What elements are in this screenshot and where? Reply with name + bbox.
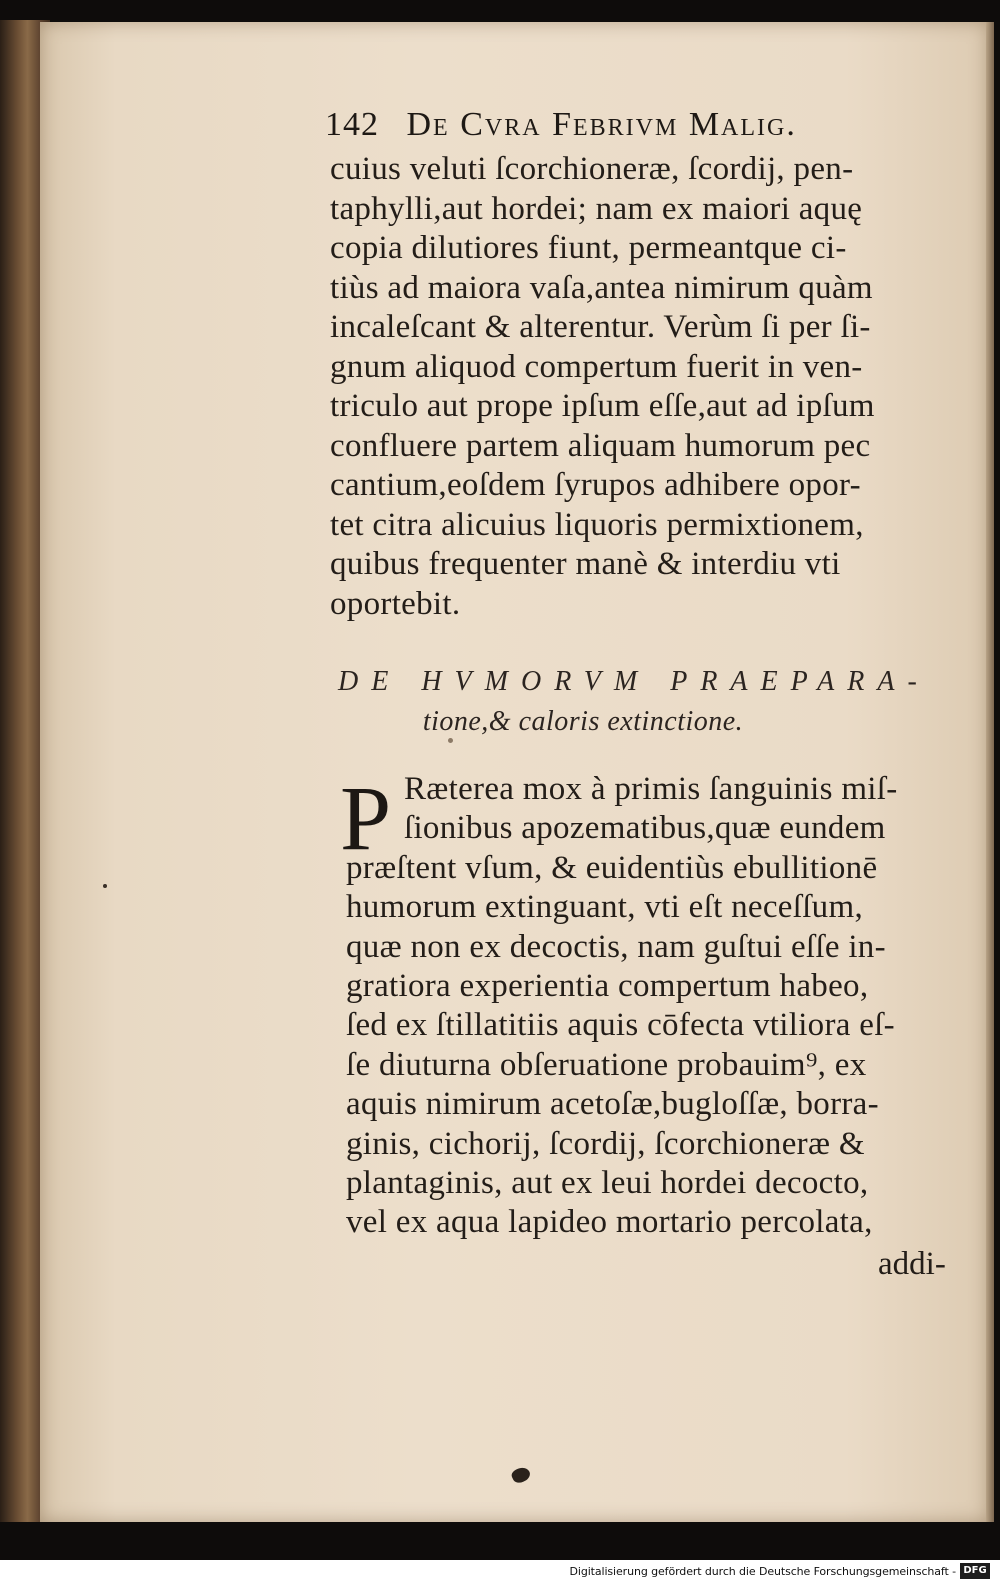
heading-line-2: tione,& caloris extinctione.	[422, 706, 744, 737]
digitization-credit: Digitalisierung gefördert durch die Deutsche Forschungsgemeinschaft -	[569, 1565, 956, 1578]
text-line: ſe diuturna obſeruatione probauim⁹, ex	[346, 1046, 867, 1083]
text-line: cantium,eoſdem ſyrupos adhibere opor-	[330, 467, 861, 503]
text-line: præſtent vſum, & euidentiùs ebullitionē	[346, 849, 878, 886]
text-line: vel ex aqua lapideo mortario percolata,	[346, 1204, 873, 1241]
catchword: addi-	[878, 1246, 946, 1282]
paper-speck	[103, 884, 107, 888]
text-line: quibus frequenter manè & interdiu vti	[330, 546, 841, 582]
section-heading	[338, 662, 948, 742]
ornament-dot	[448, 738, 453, 743]
drop-cap: P	[340, 767, 392, 869]
text-line: taphylli,aut hordei; nam ex maiori aquę	[330, 190, 863, 227]
text-line: ſed ex ſtillatitiis aquis cōfecta vtiliora eſ-	[346, 1007, 895, 1044]
text-line: incaleſcant & alterentur. Verùm ſi per ſi-	[330, 309, 871, 345]
running-header	[325, 106, 885, 144]
text-line: ſionibus apozematibus,quæ eundem	[404, 810, 886, 847]
text-line: confluere partem aliquam humorum pec	[330, 427, 871, 464]
text-line: copia dilutiores fiunt, permeantque ci-	[330, 230, 847, 266]
paragraph-1	[330, 150, 950, 624]
text-line: plantaginis, aut ex leui hordei decocto,	[346, 1165, 869, 1202]
scan-background	[0, 1522, 1000, 1560]
text-line: cuius veluti ſcorchioneræ, ſcordij, pen-	[330, 151, 854, 187]
paragraph-2	[346, 770, 956, 1243]
text-line: Ræterea mox à primis ſanguinis miſ-	[404, 771, 898, 807]
text-line: humorum extinguant, vti eſt neceſſum,	[346, 889, 863, 926]
text-line: quæ non ex decoctis, nam guſtui eſſe in-	[346, 928, 886, 965]
text-line: oportebit.	[330, 585, 461, 622]
text-line: gratiora experientia compertum habeo,	[346, 968, 869, 1005]
text-line: tiùs ad maiora vaſa,antea nimirum quàm	[330, 269, 873, 306]
text-line: tet citra alicuius liquoris permixtionem,	[330, 506, 864, 543]
dfg-logo: DFG	[960, 1563, 990, 1579]
running-title: De Cvra Febrivm Malig.	[406, 106, 797, 143]
heading-line-1: DE HVMORVM PRAEPARA-	[338, 666, 930, 697]
text-line: gnum aliquod compertum fuerit in ven-	[330, 348, 863, 385]
page-number: 142	[325, 106, 379, 143]
text-line: triculo aut prope ipſum eſſe,aut ad ipſum	[330, 388, 875, 424]
text-line: aquis nimirum acetoſæ,bugloſſæ, borra-	[346, 1086, 879, 1123]
text-line: ginis, cichorij, ſcordij, ſcorchioneræ &	[346, 1125, 865, 1162]
page-edge	[986, 22, 994, 1522]
